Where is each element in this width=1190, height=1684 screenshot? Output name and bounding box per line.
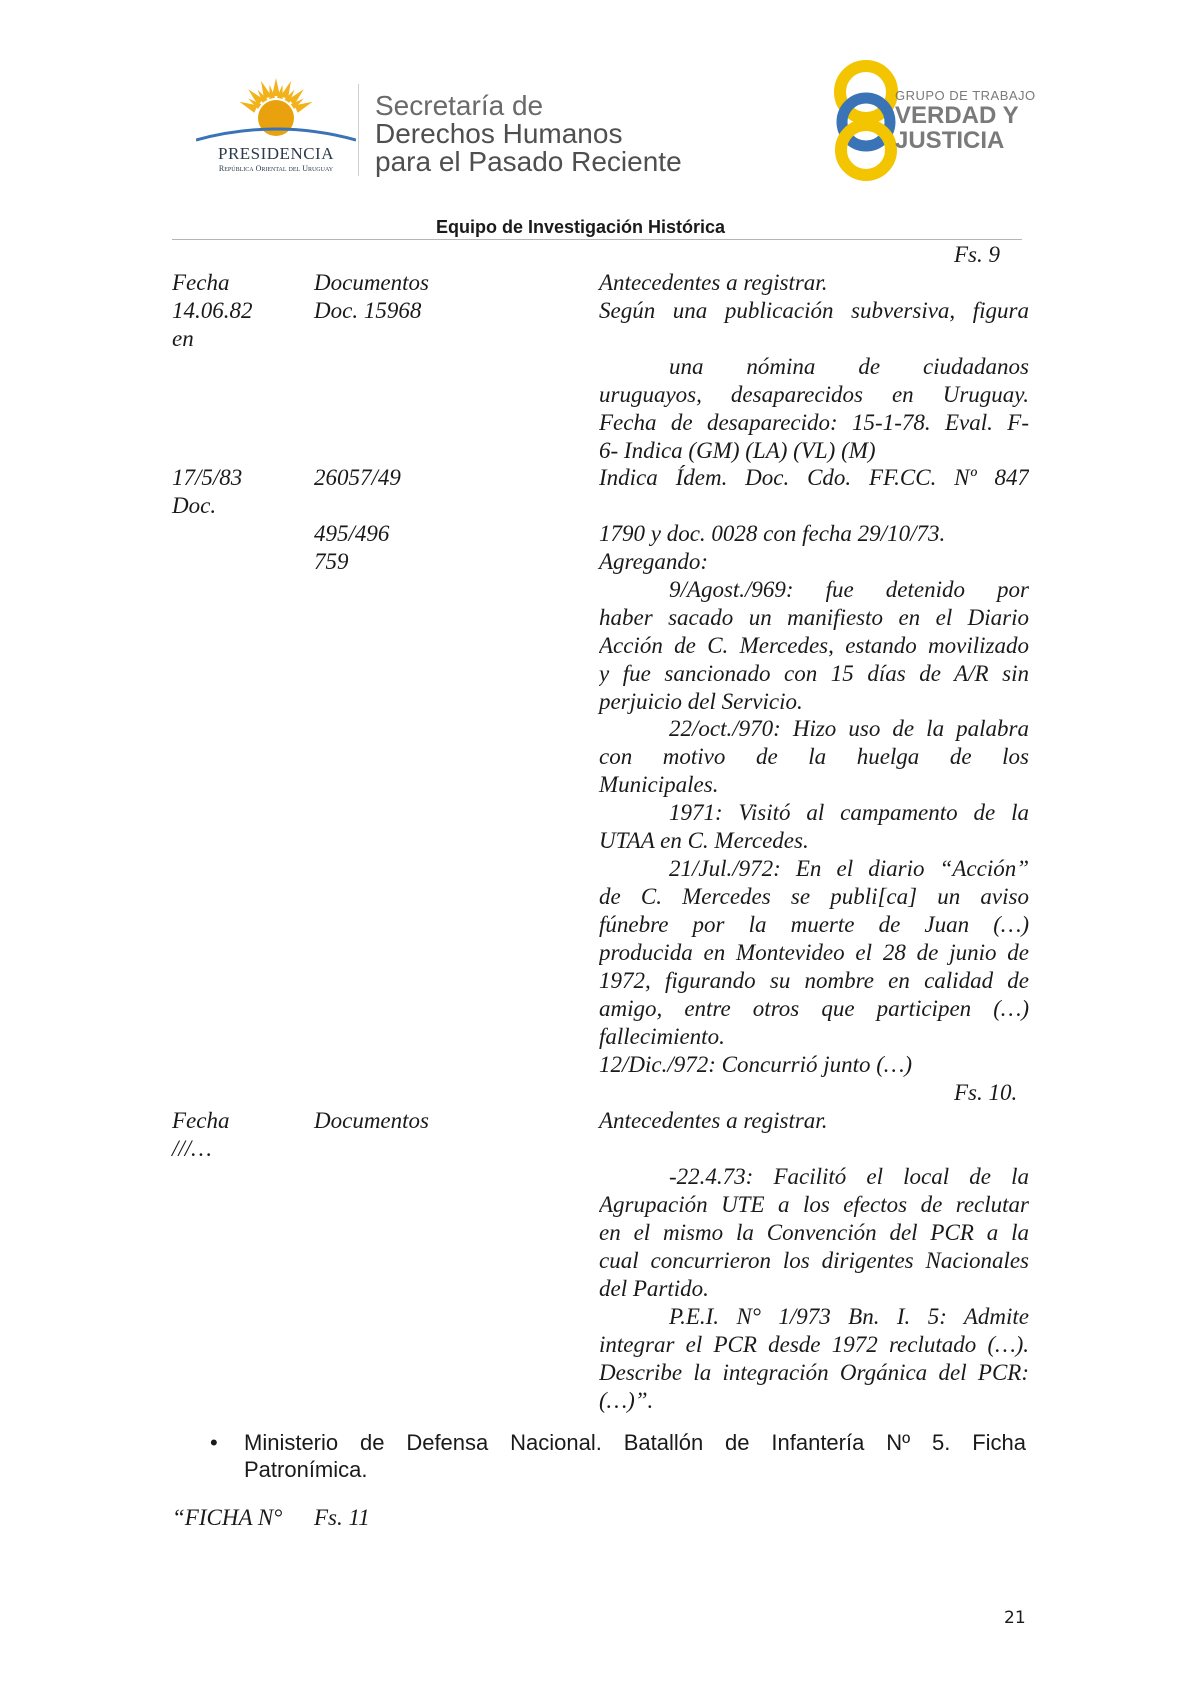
entry-text: Indica Ídem. Doc. Cdo. FF.CC. Nº 847 — [599, 465, 1029, 490]
presidencia-label — [196, 144, 356, 173]
secretaria-line-1: Secretaría de — [375, 90, 544, 121]
entry-text: Agregando: — [599, 549, 709, 574]
entry-text-line: 1971: Visitó al campamento de la — [669, 800, 1029, 825]
entry-text-line: 9/Agost./969: fue detenido por — [669, 577, 1029, 602]
entry-date: 17/5/83 — [172, 465, 243, 490]
entry-text-line: cual concurrieron los dirigentes Nacionales — [599, 1248, 1029, 1273]
entry-date-cont: Doc. — [172, 493, 217, 518]
entry-date-cont: en — [172, 326, 194, 351]
entry-text-line: 22/oct./970: Hizo uso de la palabra — [669, 716, 1029, 741]
entry-text-line: del Partido. — [599, 1276, 709, 1301]
col-documentos-heading: Documentos — [314, 1108, 429, 1133]
entry-text: Según una publicación subversiva, figura — [599, 298, 1029, 323]
logo-divider — [358, 84, 359, 176]
entry-text-line: 12/Dic./972: Concurrió junto (…) — [599, 1052, 913, 1077]
presidencia-text: PRESIDENCIA — [217, 144, 334, 163]
entry-text-line: amigo, entre otros que participen (…) — [599, 996, 1029, 1021]
entry-text-line: con motivo de la huelga de los — [599, 744, 1029, 769]
continuation-mark: ///… — [172, 1136, 212, 1161]
secretaria-line-2: Derechos Humanos — [375, 118, 623, 149]
entry-doc: Doc. 15968 — [314, 298, 422, 323]
entry-text-line: Acción de C. Mercedes, estando movilizado — [599, 633, 1029, 658]
entry-text-line: producida en Montevideo el 28 de junio de — [599, 940, 1029, 965]
entry-text-line: uruguayos, desaparecidos en Uruguay. — [599, 382, 1029, 407]
entry-date: 14.06.82 — [172, 298, 253, 323]
entry-text-line: integrar el PCR desde 1972 reclutado (…). — [599, 1332, 1029, 1357]
secretaria-logo-text — [375, 92, 682, 176]
entry-text-line: en el mismo la Convención del PCR a la — [599, 1220, 1029, 1245]
entry-text-line: haber sacado un manifiesto en el Diario — [599, 605, 1029, 630]
entry-text-line: 21/Jul./972: En el diario “Acción” — [669, 856, 1029, 881]
entry-text-line: una nómina de ciudadanos — [669, 354, 1029, 379]
bullet-text-line: Ministerio de Defensa Nacional. Batallón de Infantería Nº 5. Ficha — [244, 1430, 1026, 1455]
entry-text-line: UTAA en C. Mercedes. — [599, 828, 809, 853]
entry-text-line: perjuicio del Servicio. — [599, 689, 803, 714]
entry-text-line: fúnebre por la muerte de Juan (…) — [599, 912, 1029, 937]
grupo-line-2: VERDAD Y — [895, 102, 1019, 129]
entry-text-line: Municipales. — [599, 772, 719, 797]
folio-10: Fs. 10. — [954, 1080, 1018, 1105]
col-documentos-heading: Documentos — [314, 270, 429, 295]
folio-9: Fs. 9 — [954, 242, 1000, 267]
ficha-label: “FICHA N° — [172, 1505, 283, 1530]
bullet-marker: • — [210, 1430, 218, 1455]
entry-text-line: y fue sancionado con 15 días de A/R sin — [599, 661, 1029, 686]
entry-text-line: Fecha de desaparecido: 15-1-78. Eval. F- — [599, 410, 1029, 435]
republica-text: República Oriental del Uruguay — [218, 164, 334, 173]
header-rule — [172, 239, 1022, 240]
entry-doc: 26057/49 — [314, 465, 401, 490]
entry-text: 1790 y doc. 0028 con fecha 29/10/73. — [599, 521, 946, 546]
entry-doc: 759 — [314, 549, 349, 574]
folio-11: Fs. 11 — [314, 1505, 370, 1530]
col-antecedentes-heading: Antecedentes a registrar. — [599, 270, 828, 295]
entry-text-line: 1972, figurando su nombre en calidad de — [599, 968, 1029, 993]
page-number: 21 — [1004, 1608, 1026, 1628]
col-fecha-heading: Fecha — [172, 1108, 230, 1133]
entry-text-line: de C. Mercedes se publi[ca] un aviso — [599, 884, 1029, 909]
entry-text-line: P.E.I. N° 1/973 Bn. I. 5: Admite — [669, 1304, 1029, 1329]
team-title: Equipo de Investigación Histórica — [436, 217, 726, 237]
entry-text-line: fallecimiento. — [599, 1024, 725, 1049]
secretaria-line-3: para el Pasado Reciente — [375, 146, 682, 177]
entry-text-line: -22.4.73: Facilitó el local de la — [669, 1164, 1029, 1189]
col-fecha-heading: Fecha — [172, 270, 230, 295]
bullet-text-line: Patronímica. — [244, 1457, 368, 1482]
entry-doc: 495/496 — [314, 521, 390, 546]
entry-text-line: Describe la integración Orgánica del PCR: — [599, 1360, 1029, 1385]
col-antecedentes-heading: Antecedentes a registrar. — [599, 1108, 828, 1133]
grupo-label — [895, 88, 1036, 153]
grupo-line-1: GRUPO DE TRABAJO — [895, 88, 1036, 103]
entry-text-line: Agrupación UTE a los efectos de reclutar — [599, 1192, 1029, 1217]
entry-text-line: 6- Indica (GM) (LA) (VL) (M) — [599, 438, 876, 463]
grupo-line-3: JUSTICIA — [895, 127, 1005, 154]
entry-text-line: (…)”. — [599, 1388, 654, 1413]
